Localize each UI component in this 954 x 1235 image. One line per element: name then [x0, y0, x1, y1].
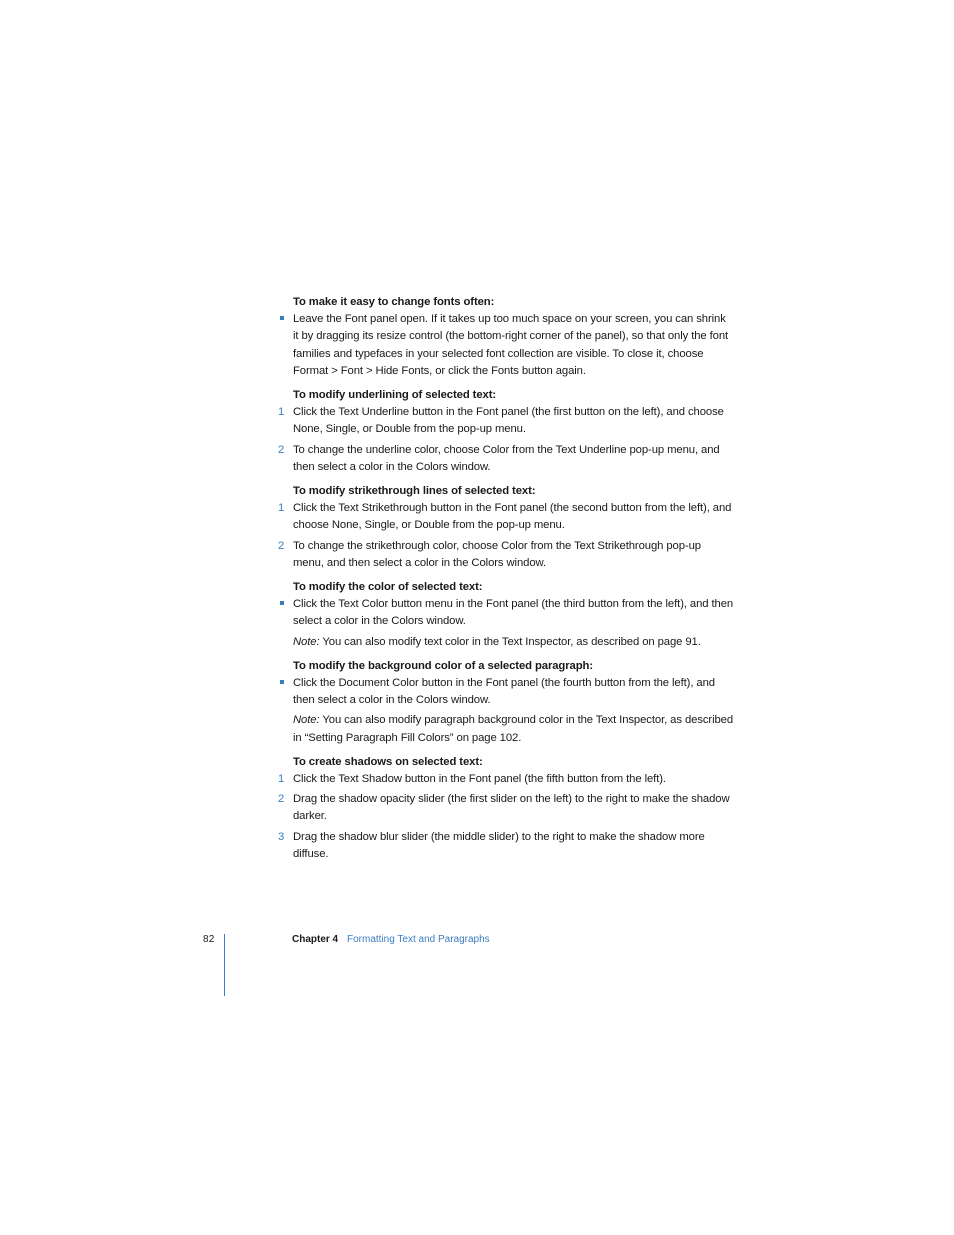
list-item [278, 442, 734, 476]
note-label: Note: [293, 635, 320, 648]
list-item [278, 771, 734, 788]
list-item-text: To change the underline color, choose Color from the Text Underline pop-up menu, and then select a color in the Colors window. [293, 443, 720, 473]
section-strikethrough [278, 483, 734, 572]
note-text: You can also modify paragraph background color in the Text Inspector, as described in “Setting Paragraph Fill Colors” on page 102. [293, 714, 734, 744]
section-heading: To modify underlining of selected text: [293, 389, 497, 402]
list-item [278, 791, 734, 825]
page-number: 82 [203, 934, 215, 945]
bullet-marker [278, 596, 293, 630]
list-item [278, 500, 734, 534]
list-item-text: To change the strikethrough color, choose Color from the Text Strikethrough pop-up menu, and then select a color in the Colors window. [293, 539, 701, 569]
section-heading: To modify the color of selected text: [293, 581, 483, 594]
footer-divider [224, 934, 225, 996]
list-item [278, 675, 734, 709]
list-item [278, 596, 734, 630]
section-heading: To make it easy to change fonts often: [293, 296, 495, 308]
page-content [278, 294, 734, 870]
square-bullet-icon [280, 601, 284, 605]
step-number: 3 [278, 830, 285, 843]
list-item [278, 829, 734, 863]
step-number: 1 [278, 773, 285, 786]
list-item-text: Click the Text Underline button in the Font panel (the first button on the left), and choose None, Single, or Double from the pop-up menu. [293, 406, 724, 436]
page-footer [0, 930, 954, 1000]
section-underline [278, 387, 734, 476]
list-item [278, 538, 734, 572]
section-heading: To create shadows on selected text: [293, 755, 483, 768]
list-item-text: Leave the Font panel open. If it takes up too much space on your screen, you can shrink it by dragging its resize control (the bottom-right corner of the panel), so that only the font families and typefaces in your selected font collection are visible. To close it, choose Format > Font > Hide Fonts, or click the Fonts button again. [293, 313, 729, 377]
section-heading: To modify the background color of a selected paragraph: [293, 659, 593, 672]
list-item [278, 311, 734, 380]
step-number: 2 [278, 793, 285, 806]
list-item-text: Click the Text Shadow button in the Font panel (the fifth button from the left). [293, 773, 666, 786]
note-label: Note: [293, 714, 320, 727]
section-change-fonts [278, 294, 734, 380]
chapter-title: Formatting Text and Paragraphs [347, 934, 490, 945]
step-number: 2 [278, 539, 285, 552]
square-bullet-icon [280, 316, 284, 320]
list-item-text: Click the Text Color button menu in the Font panel (the third button from the left), and then select a color in the Colors window. [293, 598, 734, 628]
bullet-marker [278, 311, 293, 380]
section-text-color [278, 579, 734, 651]
list-item [278, 404, 734, 438]
section-heading: To modify strikethrough lines of selected text: [293, 485, 536, 498]
note [293, 712, 734, 746]
list-item-text: Drag the shadow blur slider (the middle slider) to the right to make the shadow more diffuse. [293, 830, 705, 860]
square-bullet-icon [280, 680, 284, 684]
section-background-color [278, 658, 734, 747]
section-shadows [278, 754, 734, 863]
step-number: 2 [278, 443, 285, 456]
note-text: You can also modify text color in the Text Inspector, as described on page 91. [322, 635, 701, 648]
list-item-text: Click the Text Strikethrough button in the Font panel (the second button from the left), and choose None, Single, or Double from the pop-up menu. [293, 502, 732, 532]
list-item-text: Drag the shadow opacity slider (the first slider on the left) to the right to make the shadow darker. [293, 793, 730, 823]
chapter-label: Chapter 4 [292, 934, 339, 945]
list-item-text: Click the Document Color button in the Font panel (the fourth button from the left), and then select a color in the Colors window. [293, 677, 715, 707]
step-number: 1 [278, 406, 285, 419]
bullet-marker [278, 675, 293, 709]
step-number: 1 [278, 502, 285, 515]
note [293, 634, 734, 651]
